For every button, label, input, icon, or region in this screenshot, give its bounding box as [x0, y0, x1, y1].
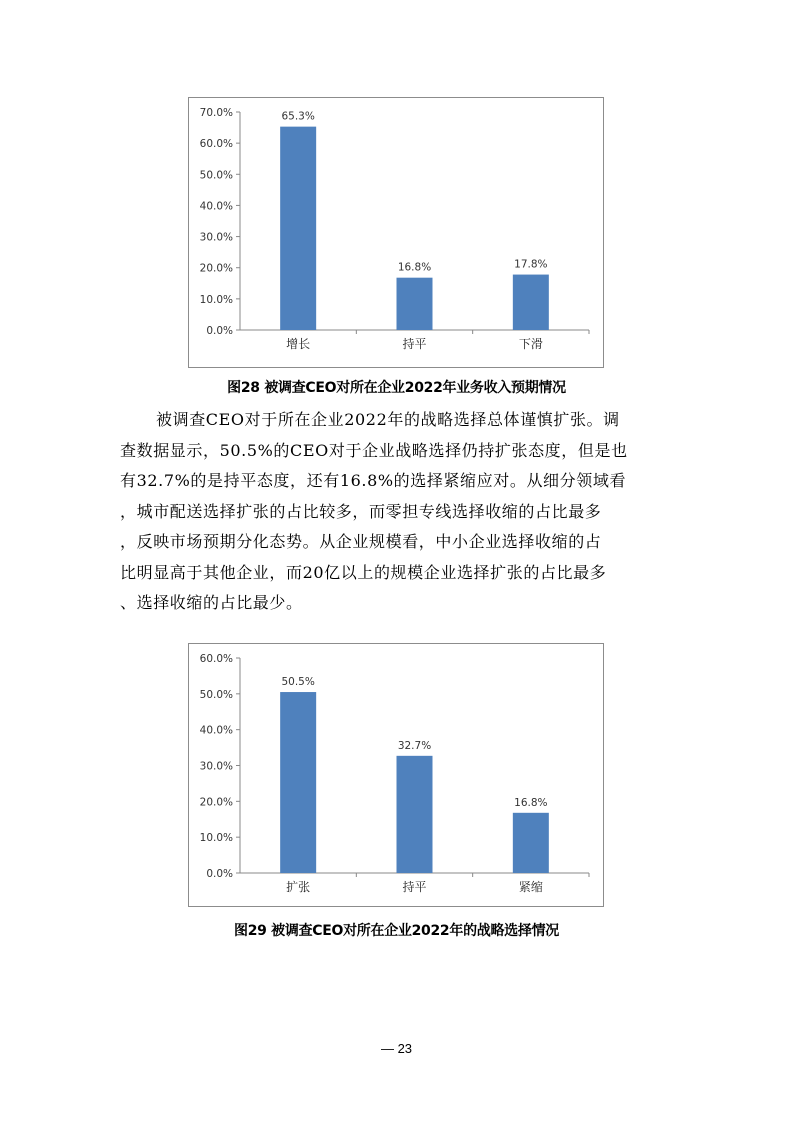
data-label: 65.3%: [281, 110, 315, 123]
paragraph-line: ，反映市场预期分化态势。从企业规模看，中小企业选择收缩的占: [120, 532, 602, 551]
data-label: 16.8%: [397, 261, 432, 274]
y-tick-label: 20.0%: [199, 262, 233, 275]
x-category-label: 持平: [402, 880, 427, 894]
x-category-label: 扩张: [286, 880, 311, 894]
y-tick-label: 50.0%: [199, 688, 233, 701]
y-tick-label: 30.0%: [199, 231, 233, 244]
paragraph-line: 、选择收缩的占比最少。: [120, 593, 303, 612]
y-tick-label: 0.0%: [206, 868, 233, 880]
y-tick-label: 10.0%: [199, 832, 233, 845]
figure-29-caption: 图29 被调查CEO对所在企业2022年的战略选择情况: [234, 923, 559, 939]
y-tick-label: 30.0%: [199, 760, 233, 773]
bar-chart-strategy-choice: [189, 644, 602, 905]
y-tick-label: 50.0%: [199, 169, 233, 182]
bar: [280, 692, 316, 873]
y-tick-label: 70.0%: [199, 107, 233, 119]
bar: [280, 127, 316, 330]
x-category-label: 紧缩: [518, 880, 543, 894]
bar-chart-revenue-expectation: [189, 98, 602, 366]
page-number: — 23: [380, 1041, 413, 1056]
x-category-label: 持平: [402, 337, 427, 351]
x-category-label: 增长: [286, 337, 311, 351]
figure-29-chart: [188, 643, 604, 907]
paragraph-line: ，城市配送选择扩张的占比较多，而零担专线选择收缩的占比最多: [120, 501, 602, 521]
bar: [397, 278, 433, 330]
figure-28-caption: 图28 被调查CEO对所在企业2022年业务收入预期情况: [227, 380, 566, 396]
paragraph-line: 比明显高于其他企业，而20亿以上的规模企业选择扩张的占比最多: [120, 562, 607, 582]
y-tick-label: 20.0%: [199, 796, 233, 809]
bar: [513, 813, 549, 873]
bar: [513, 275, 549, 330]
y-tick-label: 10.0%: [199, 293, 233, 306]
y-tick-label: 0.0%: [206, 325, 233, 337]
figure-28-chart: [188, 97, 604, 368]
paragraph-line: 查数据显示，50.5%的CEO对于企业战略选择仍持扩张态度，但是也: [120, 440, 628, 460]
bar: [397, 756, 433, 873]
paragraph-line: 被调查CEO对于所在企业2022年的战略选择总体谨慎扩张。调: [156, 410, 620, 429]
y-tick-label: 40.0%: [199, 724, 233, 737]
x-category-label: 下滑: [518, 337, 543, 351]
data-label: 17.8%: [514, 258, 548, 271]
data-label: 32.7%: [397, 739, 432, 752]
data-label: 16.8%: [514, 796, 548, 809]
y-tick-label: 40.0%: [199, 200, 233, 213]
y-tick-label: 60.0%: [199, 138, 233, 151]
body-paragraph: [120, 405, 675, 619]
data-label: 50.5%: [281, 676, 315, 689]
y-tick-label: 60.0%: [199, 653, 233, 665]
paragraph-line: 有32.7%的是持平态度，还有16.8%的选择紧缩应对。从细分领域看: [120, 471, 627, 490]
